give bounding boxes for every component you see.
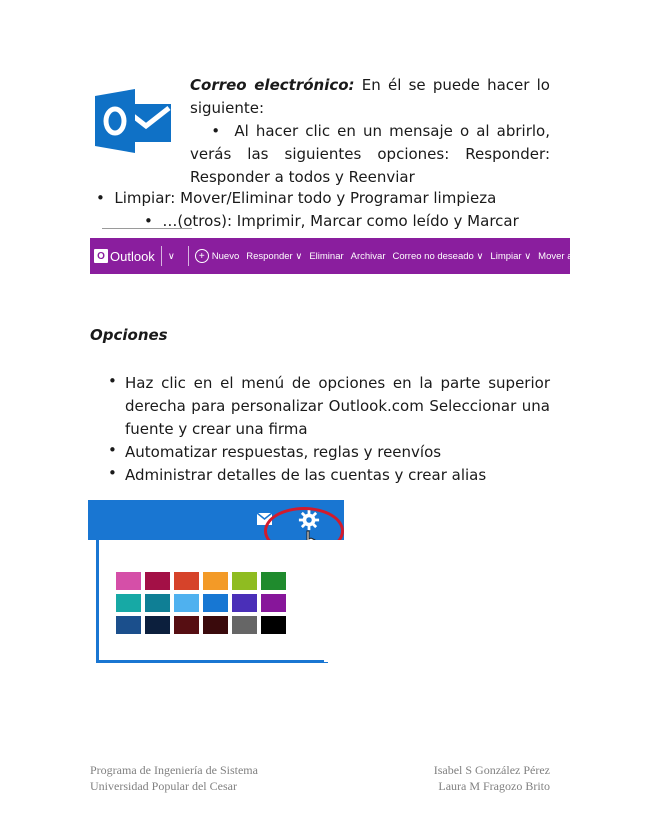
- options-bullet-1: Haz clic en el menú de opciones en la parte superior derecha para personalizar Outlook.com Seleccionar una fuente y crear una firma: [125, 374, 550, 438]
- color-swatch: [232, 594, 257, 612]
- toolbar-brand-chevron: ∨: [167, 250, 175, 262]
- footer-left: [90, 762, 258, 794]
- color-swatch: [174, 594, 199, 612]
- toolbar-item-correo-no-deseado: Correo no deseado ∨: [392, 250, 484, 262]
- toolbar-item-categorias: Categorías ∨: [589, 250, 646, 262]
- footer-author-1: Isabel S González Pérez: [433, 763, 550, 777]
- toolbar-item-nuevo: Nuevo: [211, 250, 240, 262]
- color-swatch: [203, 616, 228, 634]
- section-heading-opciones: Opciones: [90, 326, 168, 344]
- color-swatch-grid: [116, 572, 286, 634]
- color-swatch: [232, 572, 257, 590]
- toolbar-brand: Outlook: [110, 248, 155, 264]
- footer-university: Universidad Popular del Cesar: [90, 779, 237, 793]
- list-item-limpiar: • Limpiar: Mover/Eliminar todo y Programar limpieza: [96, 189, 497, 207]
- color-swatch: [116, 616, 141, 634]
- footer-right: [434, 762, 550, 794]
- toolbar-item-eliminar: Eliminar: [309, 250, 344, 262]
- footer-program: Programa de Ingeniería de Sistema: [90, 763, 258, 777]
- toolbar-item-limpiar: Limpiar ∨: [490, 250, 532, 262]
- footer-author-2: Laura M Fragozo Brito: [438, 779, 550, 793]
- color-swatch: [116, 594, 141, 612]
- color-swatch: [232, 616, 257, 634]
- color-swatch: [145, 572, 170, 590]
- intro-bullet-text: Al hacer clic en un mensaje o al abrirlo, verás las siguientes opciones: Responder: Responder a todos y Reenviar: [190, 122, 550, 186]
- options-bullet-3: Administrar detalles de las cuentas y crear alias: [125, 466, 487, 484]
- toolbar-item-archivar: Archivar: [350, 250, 386, 262]
- toolbar-outlook-icon: O: [94, 249, 108, 263]
- intro-text: En él se puede hacer lo siguiente:: [190, 76, 550, 117]
- toolbar-item-responder: Responder ∨: [246, 250, 303, 262]
- options-bullet-2: Automatizar respuestas, reglas y reenvíos: [125, 443, 442, 461]
- intro-bullet-marker: •: [190, 122, 235, 140]
- bullet-marker: •: [108, 372, 117, 390]
- color-swatch: [145, 616, 170, 634]
- list-item-otros: • …(otros): Imprimir, Marcar como leído y Marcar: [144, 212, 519, 230]
- color-swatch: [261, 572, 286, 590]
- color-swatch: [116, 572, 141, 590]
- color-swatch: [174, 616, 199, 634]
- toolbar-logo: [94, 249, 155, 264]
- toolbar-separator: [161, 246, 162, 266]
- color-swatch: [203, 594, 228, 612]
- color-swatch: [261, 594, 286, 612]
- toolbar-item-more: •••: [652, 250, 663, 262]
- outlook-logo-icon: [95, 86, 175, 156]
- color-swatch: [261, 616, 286, 634]
- toolbar-item-mover: Mover a ∨: [538, 250, 583, 262]
- bullet-marker: •: [108, 464, 117, 482]
- bullet-marker: •: [108, 441, 117, 459]
- outlook-toolbar-image: [90, 238, 663, 274]
- color-swatch: [145, 594, 170, 612]
- intro-title: Correo electrónico:: [190, 76, 355, 94]
- settings-panel-image: [88, 500, 344, 662]
- settings-right-gap: [324, 540, 344, 662]
- new-plus-icon: +: [195, 249, 209, 263]
- toolbar-separator: [188, 246, 189, 266]
- color-swatch: [203, 572, 228, 590]
- intro-paragraph: [190, 74, 550, 189]
- color-swatch: [174, 572, 199, 590]
